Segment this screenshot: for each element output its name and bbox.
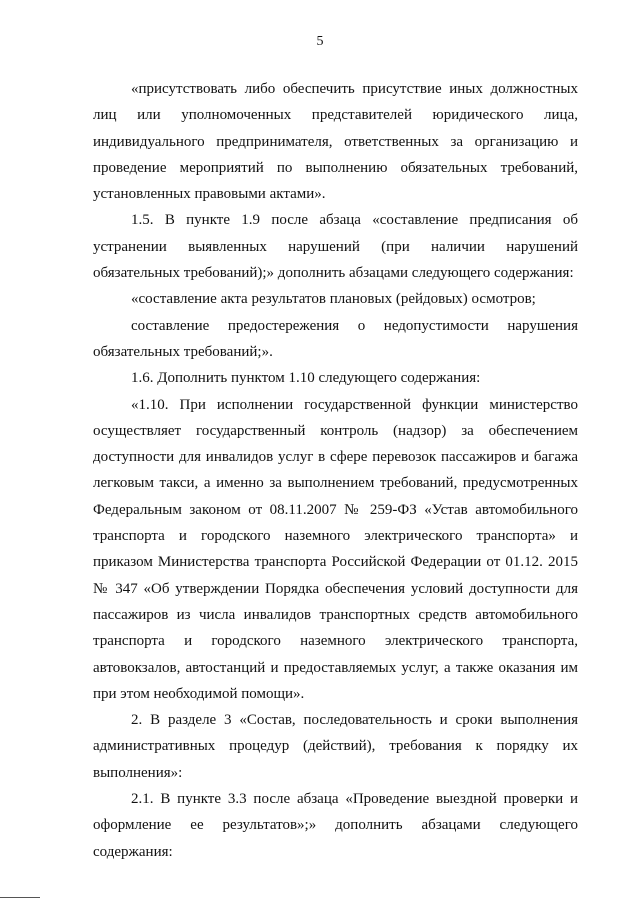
- document-body: [93, 76, 578, 865]
- paragraph-1-5: 1.5. В пункте 1.9 после абзаца «составление предписания об устранении выявленных нарушений (при наличии нарушений обязательных требований);» дополнить абзацами следующего содержания:: [93, 212, 578, 282]
- paragraph-warning: составление предостережения о недопустимости нарушения обязательных требований;».: [93, 317, 578, 360]
- paragraph-inspection-act: «составление акта результатов плановых (рейдовых) осмотров;: [131, 291, 536, 308]
- paragraph-1-6: 1.6. Дополнить пунктом 1.10 следующего содержания:: [131, 370, 481, 387]
- footer-rule: [0, 897, 40, 898]
- page-number: 5: [316, 34, 324, 49]
- paragraph-2-1: 2.1. В пункте 3.3 после абзаца «Проведение выездной проверки и оформление ее результатов»;» дополнить абзацами следующего содержания:: [93, 791, 578, 860]
- paragraph-1-10: «1.10. При исполнении государственной функции министерство осуществляет государственный контроль (надзор) за обеспечением доступности для инвалидов услуг в сфере перевозок пассажиров и багажа легковым такси, а именно за выполнением требований, предусмотренных Федеральным законом от 08.11.2007 № 259-ФЗ «Устав автомобильного транспорта и городского наземного электрического транспорта» и приказом Министерства транспорта Российской Федерации от 01.12. 2015 № 347 «Об утверждении Порядка обеспечения условий доступности для пассажиров из числа инвалидов транспортных средств автомобильного транспорта и городского наземного электрического транспорта, автовокзалов, автостанций и предоставляемых услуг, а также оказания им при этом необходимой помощи».: [93, 396, 578, 702]
- paragraph-attendance: «присутствовать либо обеспечить присутствие иных должностных лиц или уполномоченных представителей юридического лица, индивидуального предпринимателя, ответственных за организацию и проведение мероприятий по выполнению обязательных требований, установленных правовыми актами».: [93, 81, 578, 203]
- paragraph-section-2: 2. В разделе 3 «Состав, последовательность и сроки выполнения административных процедур (действий), требования к порядку их выполнения»:: [93, 712, 578, 781]
